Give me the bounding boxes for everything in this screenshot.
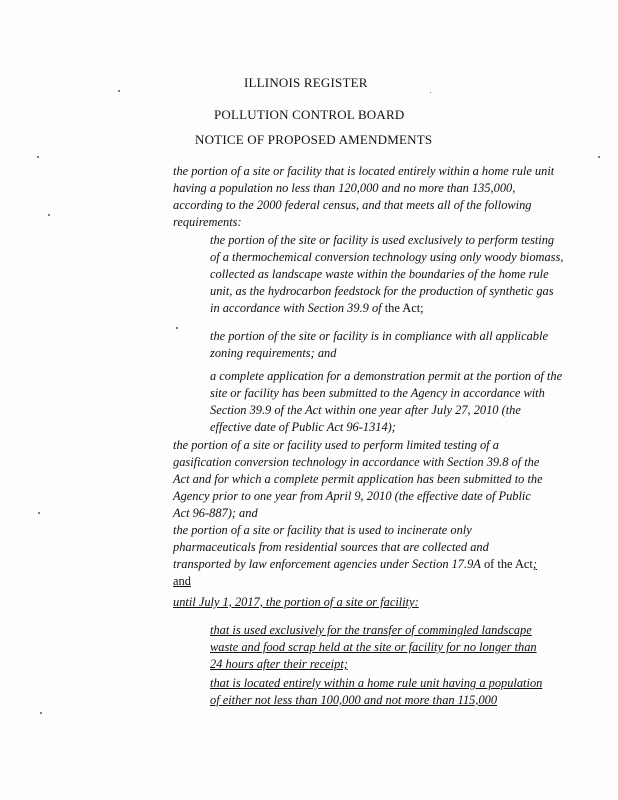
paragraph-population-range: that is located entirely within a home rule unit having a population of either not less than 100,000 and not more than 115,000 [210,676,543,707]
paragraph-pharmaceutical-semicolon: ; [532,557,537,571]
paragraph-landscape-waste-transfer: that is used exclusively for the transfer of commingled landscape waste and food scrap held at the site or facility for no longer than 24 hours after their receipt; [210,623,537,671]
scan-speck [430,92,431,93]
board-title: POLLUTION CONTROL BOARD [214,107,405,122]
paragraph-zoning-compliance: the portion of the site or facility is in compliance with all applicable zoning requirements; and [210,329,548,360]
scan-speck [38,512,40,514]
paragraph-pharmaceutical-and: and [173,574,191,588]
paragraph-pharmaceutical-act: of the Act [480,557,533,571]
paragraph-gasification-testing [173,437,548,522]
notice-title: NOTICE OF PROPOSED AMENDMENTS [195,132,433,147]
paragraph-thermochemical-act: the Act; [384,301,424,315]
paragraph-demonstration-permit-text: a complete application for a demonstration permit at the portion of the site or facility has been submitted to the Agency in accordance with Section 39.9 [210,369,563,417]
scan-speck [598,156,600,158]
scan-speck [48,214,50,216]
scan-speck [40,712,42,714]
scan-speck [176,327,178,329]
paragraph-gasification-text: the portion of a site or facility used to perform limited testing of a gasification conversion technology in accordance with Section 39.8 of the [173,438,540,469]
paragraph-thermochemical-testing [210,232,565,317]
paragraph-gasification-tail: Act and for which a complete permit application has been submitted to the Agency prior to one year from April 9, 2010 (the effective date of Public Act 96-887); and [173,472,543,520]
paragraph-pharmaceutical-incineration [173,522,548,590]
scan-speck [118,90,120,92]
paragraph-until-july-2017: until July 1, 2017, the portion of a site or facility: [173,595,419,609]
paragraph-thermochemical-testing-text: the portion of the site or facility is used exclusively to perform testing of a thermochemical conversion technology using only woody biomass, collected as landscape waste within the boundaries of the home rule unit, as the hydrocarbon feedstock for the production of synthetic gas in accordance with Section 39.9 of [210,233,564,315]
paragraph-pharmaceutical-text: the portion of a site or facility that is used to incinerate only pharmaceuticals from residential sources that are collected and transported by law enforcement agencies under Section 17.9A [173,523,489,571]
scan-speck [37,156,39,158]
paragraph-demonstration-permit [210,368,565,436]
register-title: ILLINOIS REGISTER [244,75,368,90]
paragraph-home-rule-unit: the portion of a site or facility that is located entirely within a home rule unit having a population no less than 120,000 and no more than 135,000, according to the 2000 federal census, and that meets all of the following requirements: [173,164,555,229]
paragraph-demonstration-permit-tail: of the Act within one year after July 27, 2010 (the effective date of Public Act 96-1314); [210,403,521,434]
